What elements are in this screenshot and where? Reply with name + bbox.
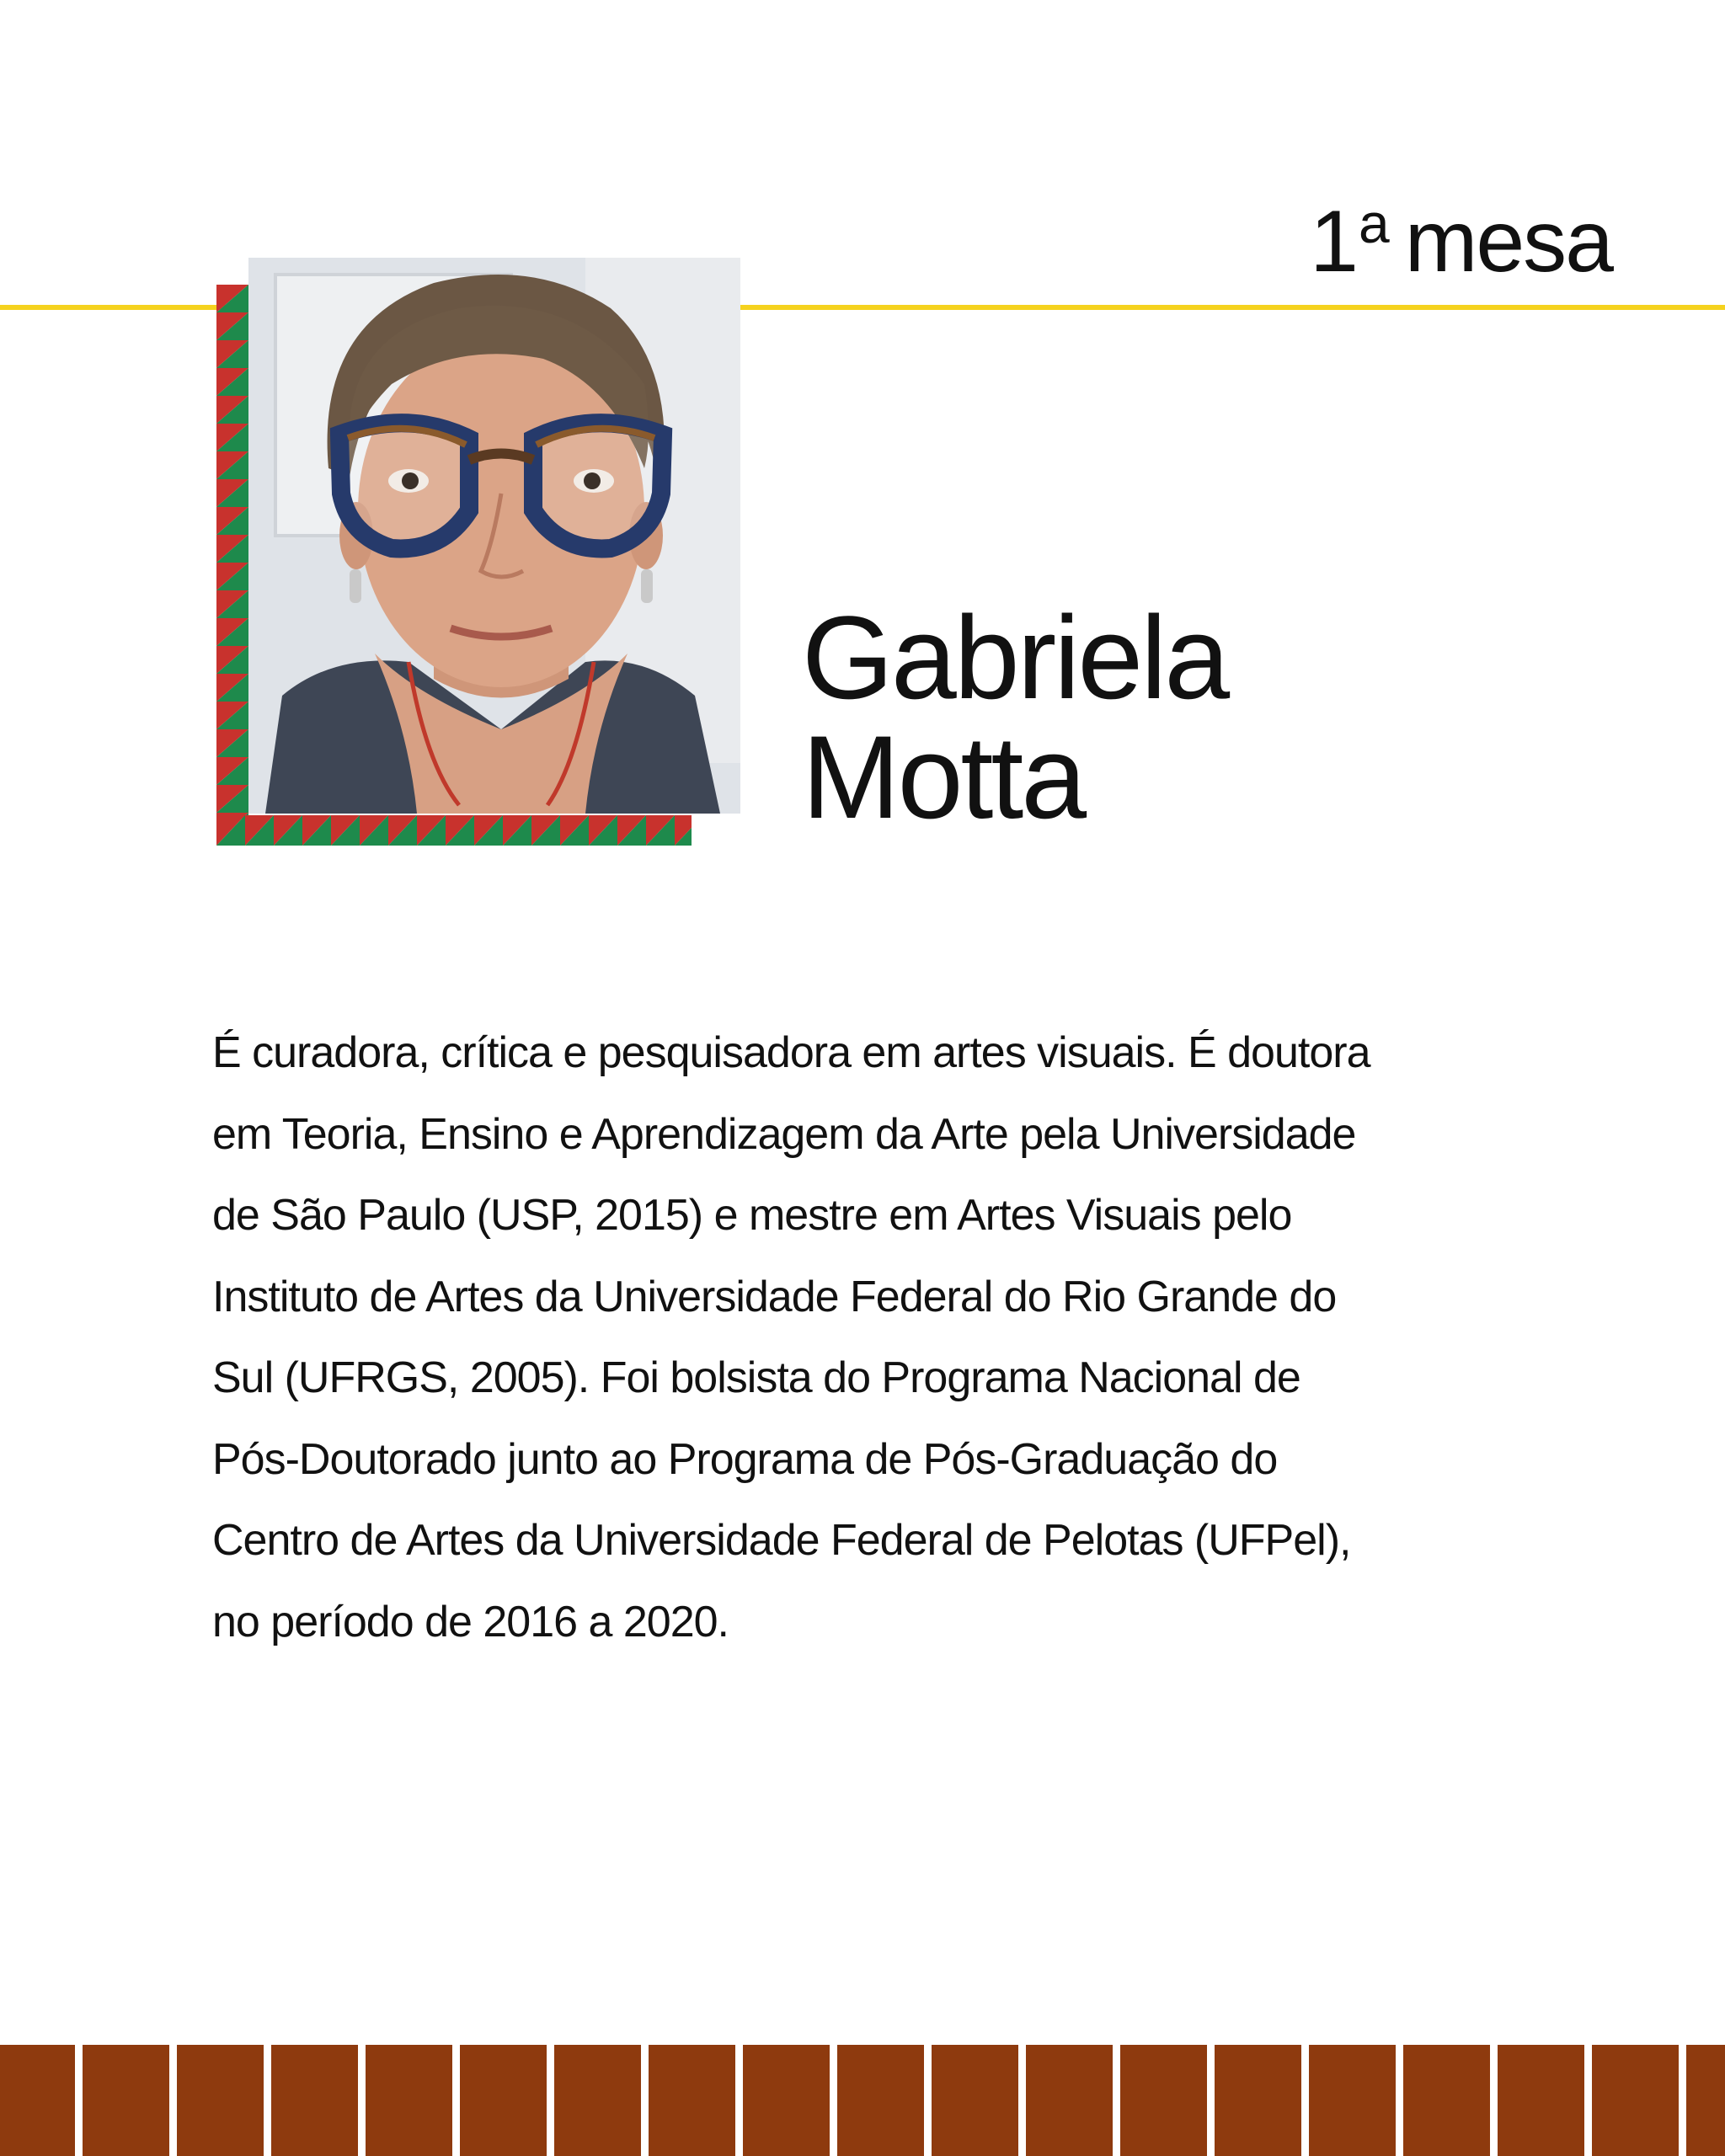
bio-line: Pós-Doutorado junto ao Programa de Pós-Graduação do xyxy=(212,1434,1278,1484)
triangle-pattern-left xyxy=(216,285,248,819)
bio-line: Sul (UFRGS, 2005). Foi bolsista do Programa Nacional de xyxy=(212,1353,1300,1402)
speaker-photo-frame xyxy=(216,258,740,846)
session-ordinal: a xyxy=(1358,192,1388,254)
session-label xyxy=(1310,192,1612,291)
speaker-bio xyxy=(212,1012,1493,1662)
bio-line: Instituto de Artes da Universidade Federal do Rio Grande do xyxy=(212,1272,1337,1321)
session-number: 1 xyxy=(1310,193,1357,291)
bio-line: Centro de Artes da Universidade Federal de Pelotas (UFPel), xyxy=(212,1516,1351,1565)
speaker-portrait xyxy=(248,258,740,814)
speaker-first-name: Gabriela xyxy=(802,591,1228,723)
speaker-last-name: Motta xyxy=(802,711,1085,843)
bio-line: É curadora, crítica e pesquisadora em artes visuais. É doutora xyxy=(212,1028,1370,1077)
session-word: mesa xyxy=(1404,193,1612,291)
triangle-pattern-bottom xyxy=(216,815,692,846)
speaker-name xyxy=(802,591,1228,843)
stripe-band xyxy=(0,2045,1725,2156)
bio-line: em Teoria, Ensino e Aprendizagem da Arte pela Universidade xyxy=(212,1109,1356,1159)
bio-line: de São Paulo (USP, 2015) e mestre em Artes Visuais pelo xyxy=(212,1191,1292,1240)
bio-line: no período de 2016 a 2020. xyxy=(212,1597,729,1646)
